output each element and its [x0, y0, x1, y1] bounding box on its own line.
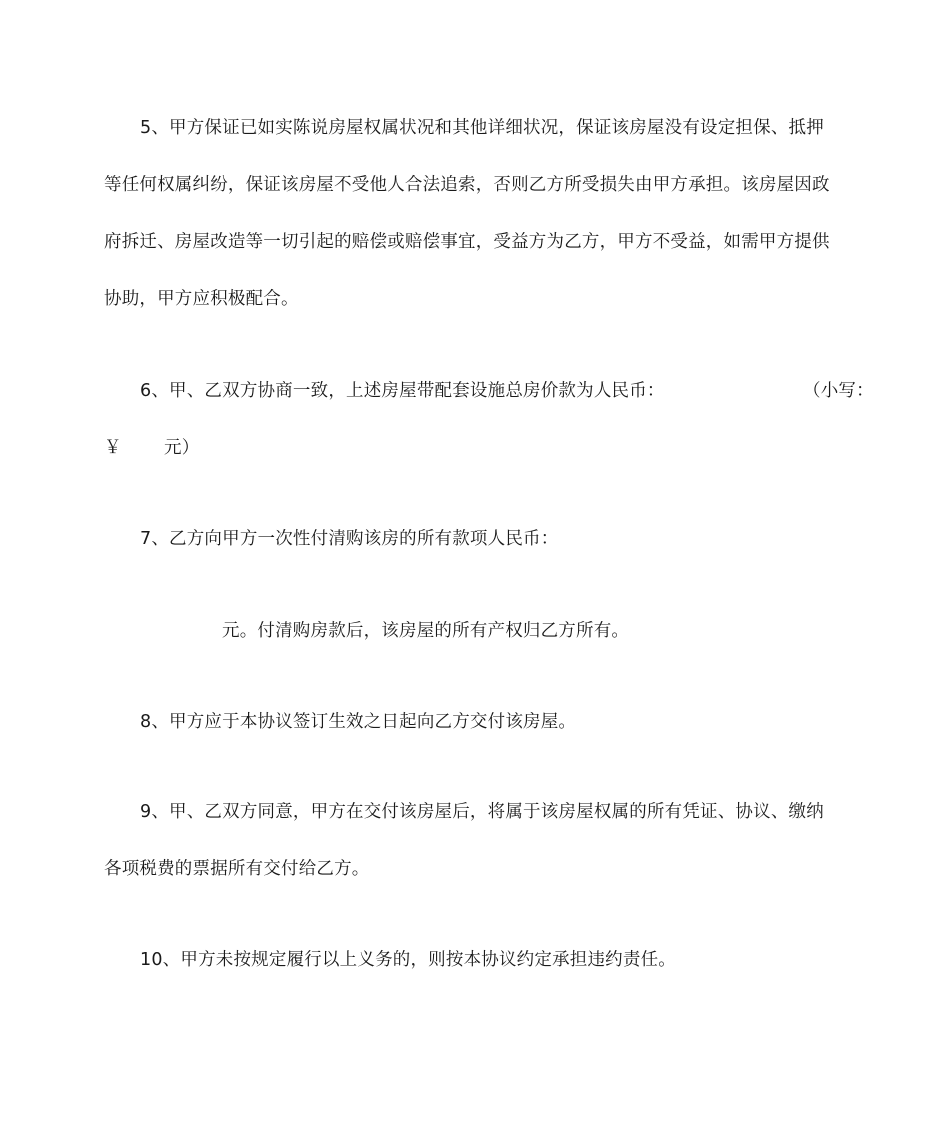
- clause-7-line-2: 元。付清购房款后，该房屋的所有产权归乙方所有。: [222, 621, 630, 641]
- clause-5-line-2: 等任何权属纠纷，保证该房屋不受他人合法追索，否则乙方所受损失由甲方承担。该房屋因政: [104, 175, 830, 195]
- clause-6-line-1: 6、甲、乙双方协商一致，上述房屋带配套设施总房价款为人民币：: [140, 381, 665, 401]
- clause-6-unit: 元）: [164, 438, 200, 458]
- clause-5-line-1: 5、甲方保证已如实陈说房屋权属状况和其他详细状况，保证该房屋没有设定担保、抵押: [140, 118, 824, 138]
- clause-7-line-1: 7、乙方向甲方一次性付清购该房的所有款项人民币：: [140, 529, 559, 549]
- clause-6-lowercase-label: （小写：: [803, 381, 874, 401]
- clause-8-line-1: 8、甲方应于本协议签订生效之日起向乙方交付该房屋。: [140, 712, 577, 732]
- clause-10-line-1: 10、甲方未按规定履行以上义务的，则按本协议约定承担违约责任。: [140, 950, 676, 970]
- clause-6-currency-symbol: ￥: [104, 438, 122, 458]
- clause-9-line-1: 9、甲、乙双方同意，甲方在交付该房屋后，将属于该房屋权属的所有凭证、协议、缴纳: [140, 802, 824, 822]
- clause-5-line-4: 协助，甲方应积极配合。: [104, 289, 299, 309]
- clause-5-line-3: 府拆迁、房屋改造等一切引起的赔偿或赔偿事宜，受益方为乙方，甲方不受益，如需甲方提供: [104, 232, 830, 252]
- clause-9-line-2: 各项税费的票据所有交付给乙方。: [104, 859, 370, 879]
